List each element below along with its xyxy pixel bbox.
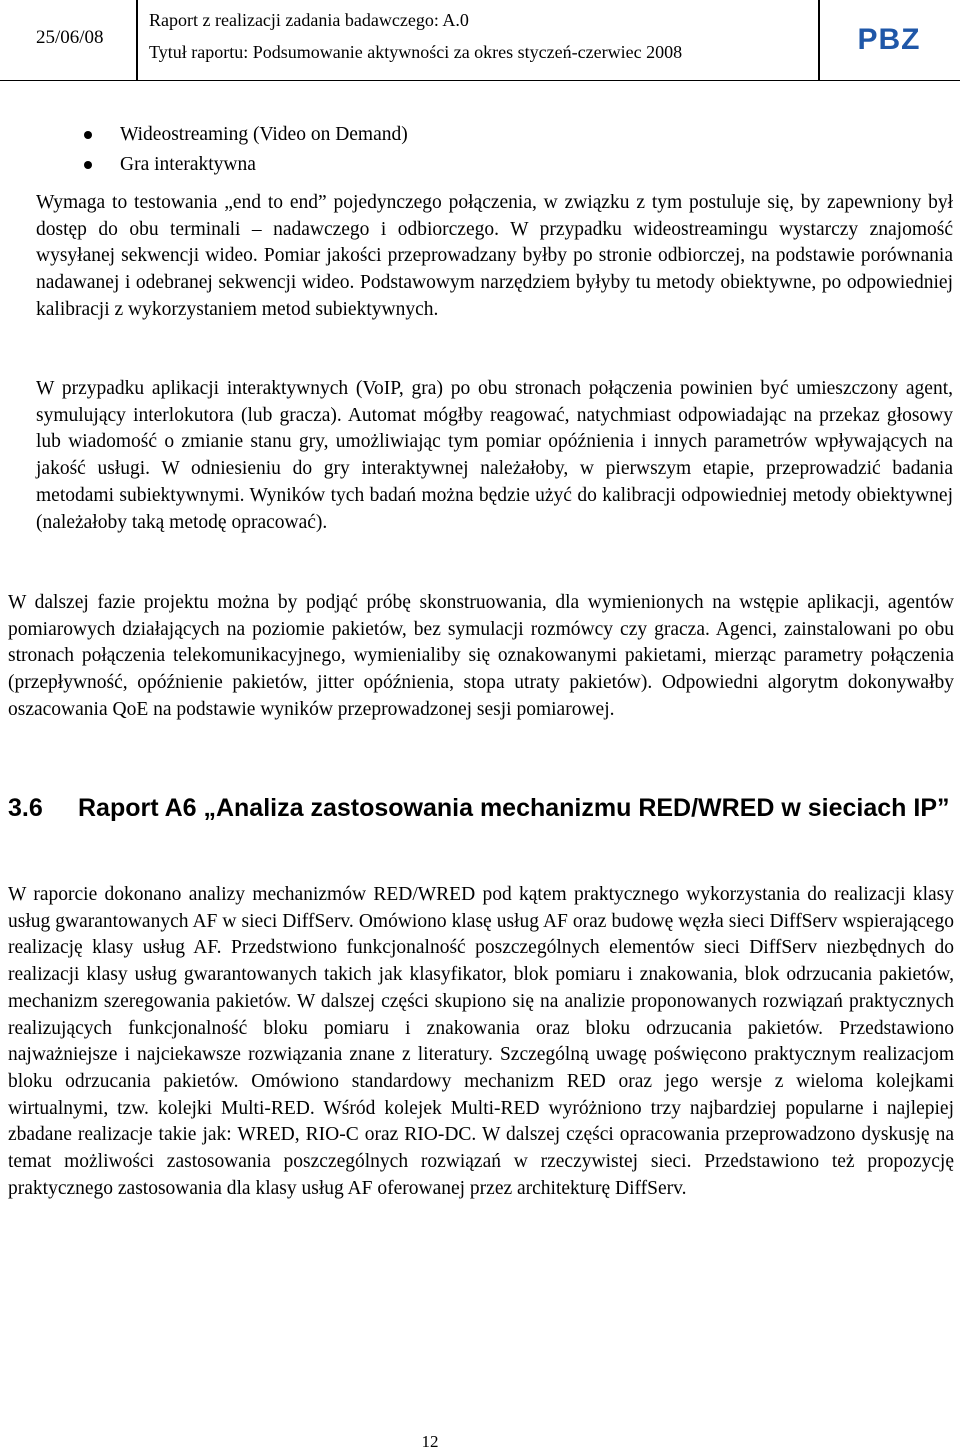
header-date: 25/06/08 [36, 27, 104, 48]
paragraph-end-to-end: Wymaga to testowania „end to end” pojedynczego połączenia, w związku z tym postuluje się, by zapewniony był dostęp do obu terminali – nadawczego i odbiorczego. W przypadku wideostreamingu wystarczy znajomość wysyłanej sekwencji wideo. Pomiar jakości przeprowadzany byłby po stronie odbiorczej, na podstawie porównania nadawanej i odebranej sekwencji wideo. Podstawowym narzędziem byłyby tu metody obiektywne, po odpowiedniej kalibracji z wykorzystaniem metod subiektywnych. [36, 192, 953, 320]
paragraph-red-wred: W raporcie dokonano analizy mechanizmów RED/WRED pod kątem praktycznego wykorzystania do realizacji klasy usług gwarantowanych AF w sieci DiffServ. Omówiono klasę usług AF oraz budowę węzła sieci DiffServ wspierającego realizację klasy usług AF. Przedstwiono funkcjonalność poszczególnych elementów sieci DiffServ niezbędnych do realizacji klasy usług gwarantowanych takich jak klasyfikator, blok pomiaru i znakowania, blok odrzucania pakietów, mechanizm szeregowania pakietów. W dalszej części skupiono się na analizie proponowanych rozwiązań praktycznych realizujących funkcjonalność bloku pomiaru i znakowania oraz bloku odrzucania pakietów. Przedstawiono najważniejsze i najciekawsze rozwiązania znane z literatury. Szczególną uwagę poświęcono praktycznym realizacjom bloku odrzucania pakietów. Omówiono standardowy mechanizm RED oraz jego wersje z wieloma kolejkami wirtualnymi, tzw. kolejki Multi-RED. Wśród kolejek Multi-RED wyróżniono trzy najbardziej popularne i najlepiej zbadane realizacje takie jak: WRED, RIO-C oraz RIO-DC. W dalszej części opracowania przeprowadzono dyskusję na temat możliwości zastosowania poszczególnych rozwiązań w rzeczywistej sieci. Przedstawiono też propozycję praktycznego zastosowania dla klasy usług AF oferowanej przez architekturę DiffServ. [8, 884, 954, 1199]
section-heading [8, 792, 954, 825]
pbz-logo: PBZ [857, 23, 921, 56]
list-item: Gra interaktywna [0, 150, 960, 180]
header-divider [136, 0, 138, 80]
section-title: Raport A6 „Analiza zastosowania mechanizmu RED/WRED w sieciach IP” [78, 794, 950, 822]
bullet-list [0, 120, 960, 180]
section-number: 3.6 [8, 794, 43, 822]
bullet-icon [84, 131, 92, 139]
header-report-title: Tytuł raportu: Podsumowanie aktywności za okres styczeń-czerwiec 2008 [149, 42, 683, 62]
page-number: 12 [421, 1432, 439, 1451]
header-report-name: Raport z realizacji zadania badawczego: A.0 [149, 10, 469, 30]
page-header [0, 0, 960, 81]
bullet-icon [84, 161, 92, 169]
paragraph-next-phase: W dalszej fazie projektu można by podjąć próbę skonstruowania, dla wymienionych na wstępie aplikacji, agentów pomiarowych działających na poziomie pakietów, bez symulacji rozmówcy czy gracza. Agenci, zainstalowani po obu stronach połączenia telekomunikacyjnego, wymienialiby się oznakowanymi pakietami, mierząc parametry połączenia (przepływność, opóźnienie pakietów, jitter opóźnienia, stopa utraty pakietów). Odpowiedni algorytm dokonywałby oszacowania QoE na podstawie wyników przeprowadzonej sesji pomiarowej. [8, 592, 954, 720]
list-item: Wideostreaming (Video on Demand) [0, 120, 960, 150]
paragraph-interactive-apps: W przypadku aplikacji interaktywnych (VoIP, gra) po obu stronach połączenia powinien być umieszczony agent, symulujący interlokutora (lub gracza). Automat mógłby reagować, natychmiast odpowiadając na przekaz głosowy lub wiadomość o zmianie stanu gry, umożliwiając tym pomiar opóźnienia i innych parametrów wpływających na jakość usługi. W odniesieniu do gry interaktywnej należałoby, w pierwszym etapie, przeprowadzić badania metodami subiektywnymi. Wyników tych badań można będzie użyć do kalibracji odpowiedniej metody obiektywnej (należałoby taką metodę opracować). [36, 378, 953, 533]
